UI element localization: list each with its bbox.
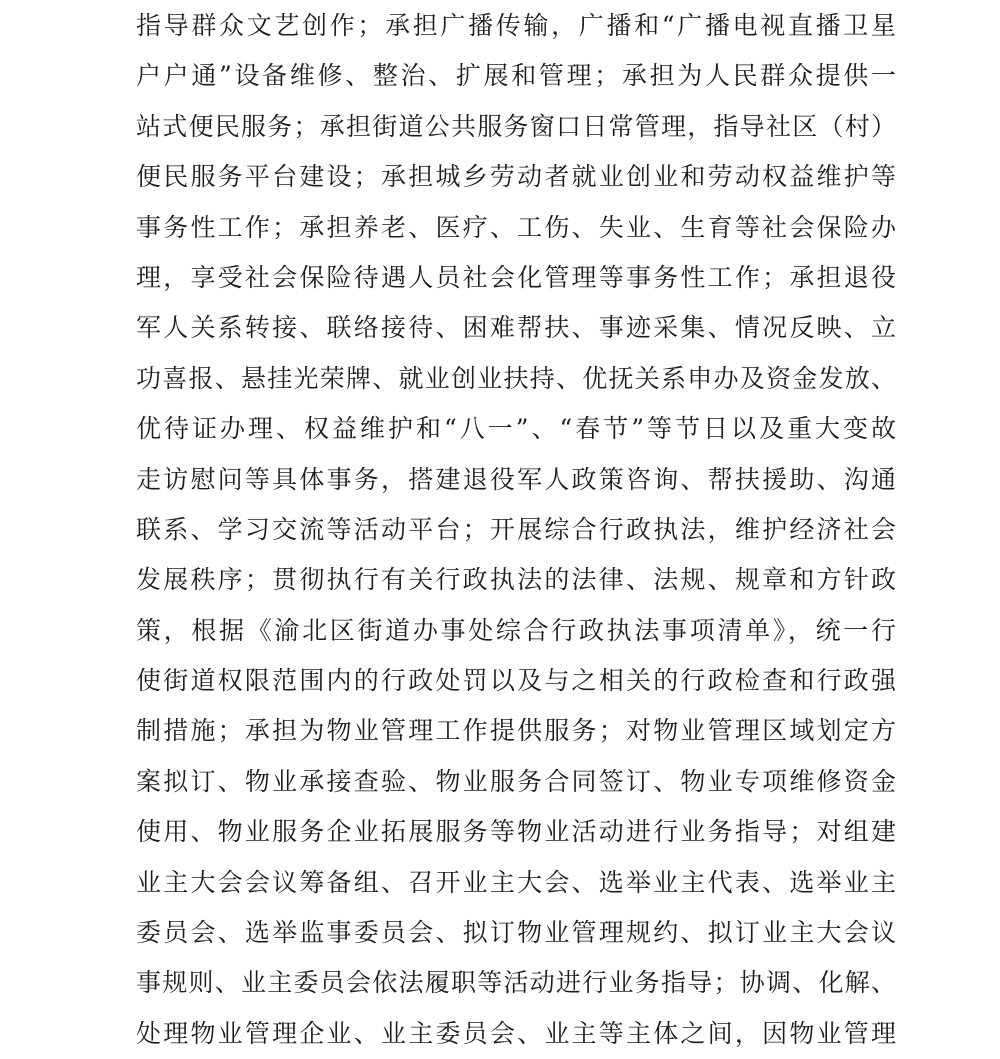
text-line-14: 使街道权限范围内的行政处罚以及与之相关的行政检查和行政强 bbox=[136, 666, 896, 696]
text-line-8: 功喜报、悬挂光荣牌、就业创业扶持、优抚关系申办及资金发放、 bbox=[136, 363, 896, 393]
text-line-10: 走访慰问等具体事务，搭建退役军人政策咨询、帮扶援助、沟通 bbox=[136, 464, 896, 494]
text-line-17: 使用、物业服务企业拓展服务等物业活动进行业务指导；对组建 bbox=[136, 817, 896, 847]
text-line-21: 处理物业管理企业、业主委员会、业主等主体之间，因物业管理 bbox=[136, 1018, 896, 1048]
text-line-2: 户户通”设备维修、整治、扩展和管理；承担为人民群众提供一 bbox=[136, 61, 896, 91]
text-line-19: 委员会、选举监事委员会、拟订物业管理规约、拟订业主大会议 bbox=[136, 918, 896, 948]
text-line-9: 优待证办理、权益维护和“八一”、“春节”等节日以及重大变故 bbox=[136, 414, 896, 444]
text-line-18: 业主大会会议筹备组、召开业主大会、选举业主代表、选举业主 bbox=[136, 867, 896, 897]
text-line-16: 案拟订、物业承接查验、物业服务合同签订、物业专项维修资金 bbox=[136, 766, 896, 796]
text-line-1: 指导群众文艺创作；承担广播传输，广播和“广播电视直播卫星 bbox=[136, 11, 896, 40]
text-line-6: 理，享受社会保险待遇人员社会化管理等事务性工作；承担退役 bbox=[136, 262, 896, 292]
text-line-7: 军人关系转接、联络接待、困难帮扶、事迹采集、情况反映、立 bbox=[136, 313, 896, 343]
text-line-13: 策，根据《渝北区街道办事处综合行政执法事项清单》，统一行 bbox=[136, 615, 896, 645]
body-text bbox=[136, 0, 896, 1059]
text-line-5: 事务性工作；承担养老、医疗、工伤、失业、生育等社会保险办 bbox=[136, 212, 896, 242]
text-line-4: 便民服务平台建设；承担城乡劳动者就业创业和劳动权益维护等 bbox=[136, 162, 896, 192]
text-line-20: 事规则、业主委员会依法履职等活动进行业务指导；协调、化解、 bbox=[136, 968, 896, 998]
text-line-15: 制措施；承担为物业管理工作提供服务；对物业管理区域划定方 bbox=[136, 716, 896, 746]
text-line-12: 发展秩序；贯彻执行有关行政执法的法律、法规、规章和方针政 bbox=[136, 565, 896, 595]
text-line-3: 站式便民服务；承担街道公共服务窗口日常管理，指导社区（村） bbox=[136, 111, 896, 141]
text-line-11: 联系、学习交流等活动平台；开展综合行政执法，维护经济社会 bbox=[136, 514, 896, 544]
